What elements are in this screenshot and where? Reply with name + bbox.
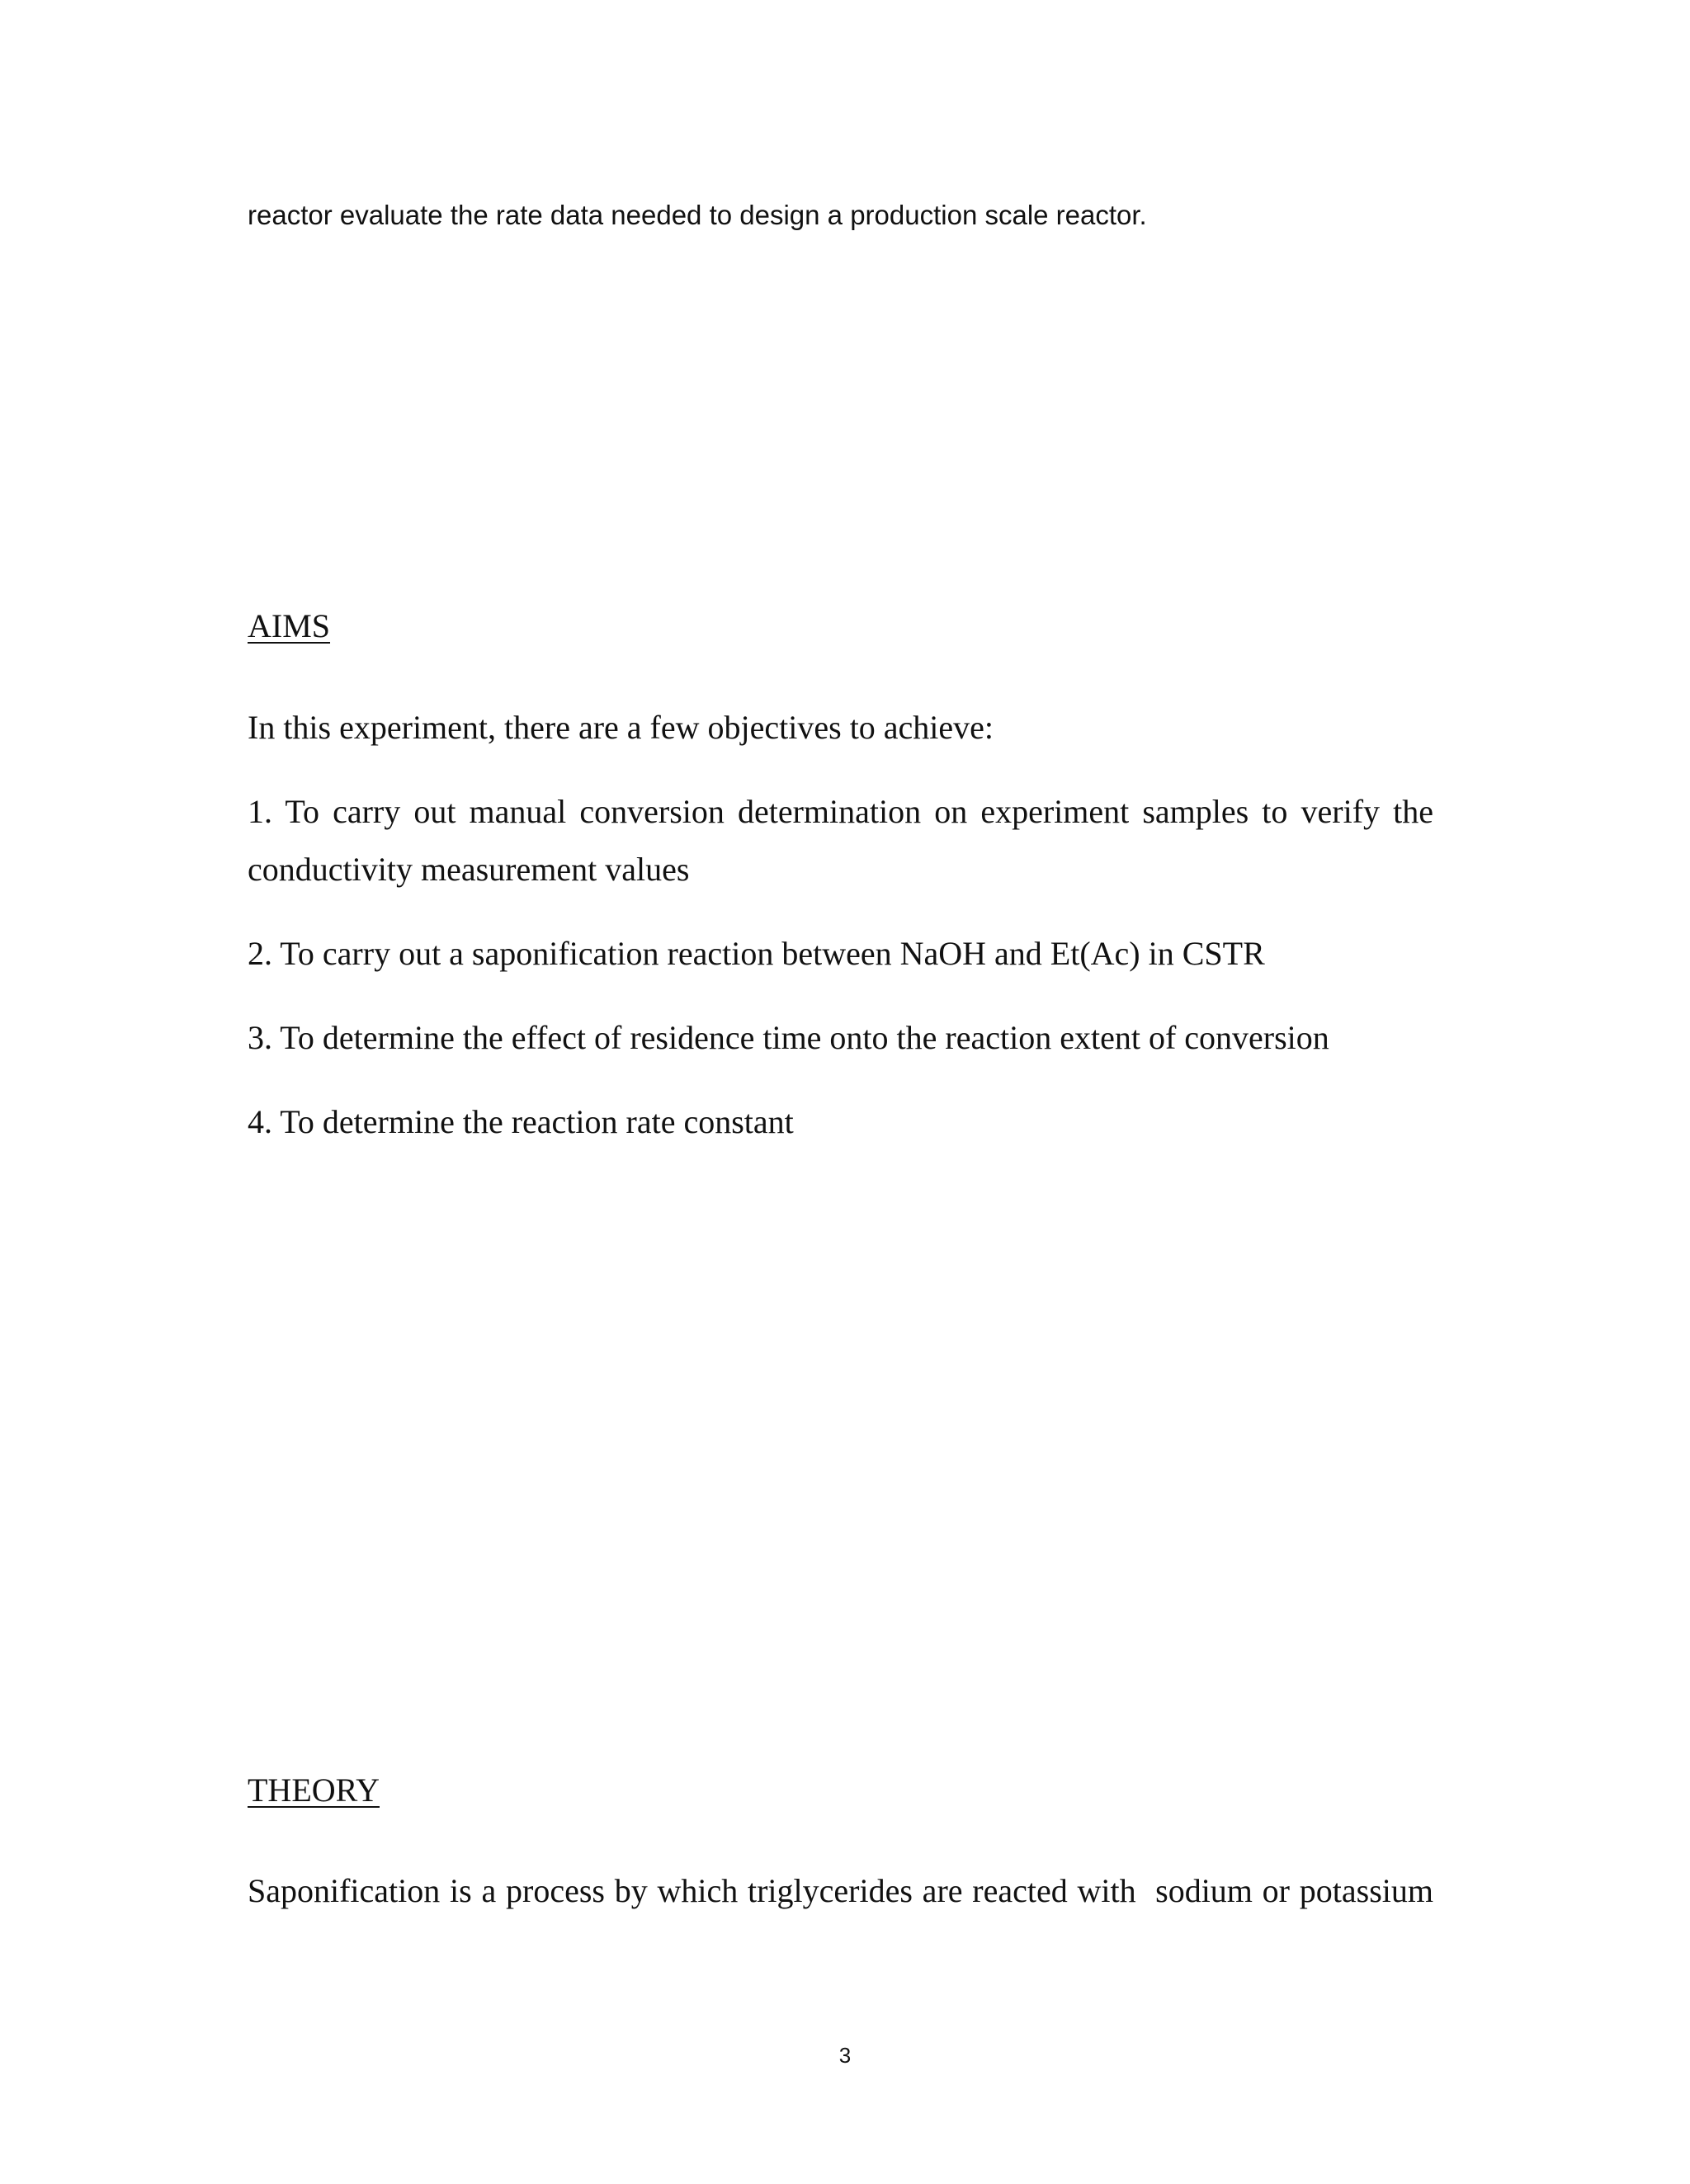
theory-line-1: Saponification is a process by which triglycerides are reacted with sodium or potassium — [248, 1872, 1433, 1909]
aims-heading: AIMS — [248, 607, 331, 644]
aims-item-3: 3. To determine the effect of residence time onto the reaction extent of conversion — [248, 1019, 1329, 1056]
aims-item-1-line-1: 1. To carry out manual conversion determination on experiment samples to verify the — [248, 793, 1433, 830]
page-number: 3 — [838, 2043, 852, 2068]
aims-item-4: 4. To determine the reaction rate constant — [248, 1103, 794, 1140]
intro-text: reactor evaluate the rate data needed to design a production scale reactor. — [248, 200, 1147, 230]
aims-item-1-line-2: conductivity measurement values — [248, 851, 690, 888]
aims-lead-text: In this experiment, there are a few objectives to achieve: — [248, 709, 994, 746]
aims-item-2: 2. To carry out a saponification reaction between NaOH and Et(Ac) in CSTR — [248, 935, 1265, 972]
theory-heading: THEORY — [248, 1771, 380, 1809]
